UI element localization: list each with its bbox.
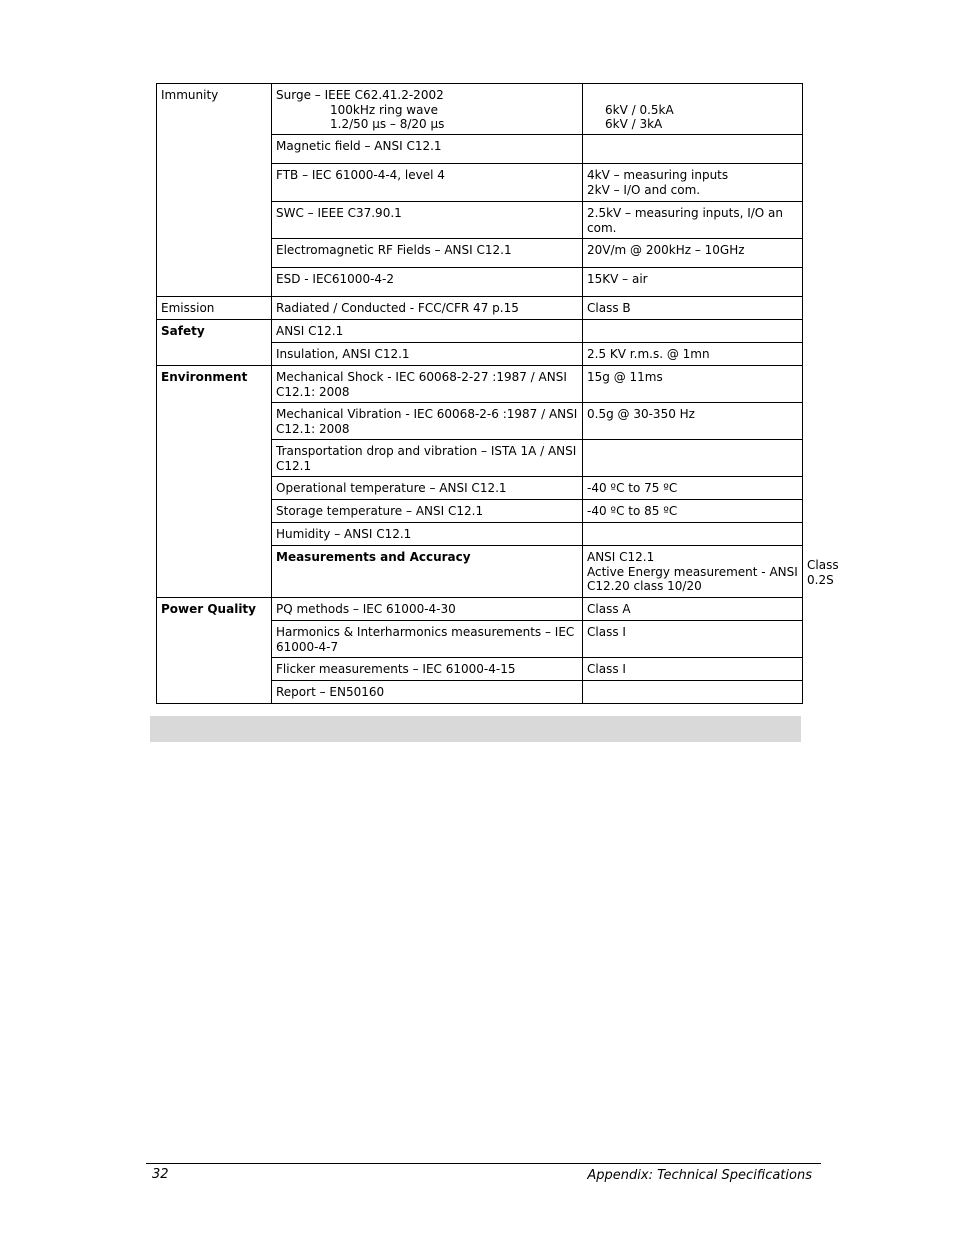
value-cell xyxy=(583,366,803,403)
value-line xyxy=(587,527,798,542)
test-line: Magnetic field – ANSI C12.1 xyxy=(276,139,442,153)
value-line: 6kV / 3kA xyxy=(605,117,663,131)
gray-section-bar xyxy=(150,716,801,742)
value-cell xyxy=(583,523,803,546)
test-cell xyxy=(583,546,803,598)
test-line: Report – EN50160 xyxy=(276,685,385,699)
test-line: SWC – IEEE C37.90.1 xyxy=(276,206,402,220)
value-line: 2.5kV – measuring inputs, I/O an com. xyxy=(587,206,784,235)
value-line: 20V/m @ 200kHz – 10GHz xyxy=(587,243,745,257)
category-cell: Power Quality xyxy=(157,598,272,704)
table-row xyxy=(157,297,803,320)
value-line: 2.5 KV r.m.s. @ 1mn xyxy=(587,347,710,361)
value-line: Class B xyxy=(587,301,631,315)
value-cell xyxy=(583,500,803,523)
test-cell xyxy=(272,343,583,366)
value-cell xyxy=(583,621,803,658)
test-cell xyxy=(272,239,583,268)
test-line: Operational temperature – ANSI C12.1 xyxy=(276,481,507,495)
test-cell xyxy=(272,84,583,135)
category-cell: Measurements and Accuracy xyxy=(272,546,583,598)
test-line: 100kHz ring wave xyxy=(330,102,438,117)
value-cell xyxy=(583,440,803,477)
value-line: 6kV / 0.5kA xyxy=(605,102,674,117)
value-line: -40 ºC to 75 ºC xyxy=(587,481,678,495)
spec-table-body xyxy=(157,84,839,704)
test-cell xyxy=(272,135,583,164)
value-line: 0.5g @ 30-350 Hz xyxy=(587,407,695,421)
test-cell xyxy=(272,440,583,477)
test-line: Harmonics & Interharmonics measurements – IEC 61000-4-7 xyxy=(276,625,575,654)
test-cell xyxy=(272,164,583,202)
test-line: FTB – IEC 61000-4-4, level 4 xyxy=(276,168,445,182)
test-cell xyxy=(272,366,583,403)
value-line: Class I xyxy=(587,662,626,676)
test-cell xyxy=(272,202,583,239)
value-line: -40 ºC to 85 ºC xyxy=(587,504,678,518)
value-cell xyxy=(583,403,803,440)
test-line: Mechanical Shock - IEC 60068-2-27 :1987 / ANSI C12.1: 2008 xyxy=(276,370,567,399)
value-line xyxy=(587,685,798,700)
table-row xyxy=(157,366,803,403)
test-line: Insulation, ANSI C12.1 xyxy=(276,347,410,361)
test-line: Mechanical Vibration - IEC 60068-2-6 :1987 / ANSI C12.1: 2008 xyxy=(276,407,578,436)
value-line: 4kV – measuring inputs xyxy=(587,168,729,182)
value-line xyxy=(587,139,798,154)
value-cell xyxy=(583,658,803,681)
value-line: Class I xyxy=(587,625,626,639)
test-line: Electromagnetic RF Fields – ANSI C12.1 xyxy=(276,243,512,257)
page-number: 32 xyxy=(152,1167,169,1182)
test-cell xyxy=(272,500,583,523)
test-line: ESD - IEC61000-4-2 xyxy=(276,272,395,286)
test-cell xyxy=(272,598,583,621)
value-cell xyxy=(583,164,803,202)
test-cell xyxy=(272,621,583,658)
value-line: 2kV – I/O and com. xyxy=(587,182,701,197)
test-line: Active Energy measurement - ANSI C12.20 class 10/20 xyxy=(587,564,798,593)
test-line: Radiated / Conducted - FCC/CFR 47 p.15 xyxy=(276,301,519,315)
table-row xyxy=(157,84,803,135)
technical-specifications-table xyxy=(156,83,839,704)
table-row xyxy=(157,320,803,343)
value-cell xyxy=(583,343,803,366)
value-cell xyxy=(583,268,803,297)
test-line: Humidity – ANSI C12.1 xyxy=(276,527,412,541)
test-cell xyxy=(272,403,583,440)
value-line: 15g @ 11ms xyxy=(587,370,663,384)
test-line: ANSI C12.1 xyxy=(587,550,655,564)
value-line xyxy=(587,324,798,339)
test-line: PQ methods – IEC 61000-4-30 xyxy=(276,602,456,616)
value-line xyxy=(587,88,798,103)
footer-rule xyxy=(146,1163,821,1164)
test-line: Transportation drop and vibration – ISTA 1A / ANSI C12.1 xyxy=(276,444,577,473)
value-cell xyxy=(583,239,803,268)
value-cell xyxy=(583,297,803,320)
category-cell: Immunity xyxy=(157,84,272,297)
value-cell xyxy=(583,477,803,500)
test-line: ANSI C12.1 xyxy=(276,324,344,338)
test-cell xyxy=(272,477,583,500)
table-row xyxy=(157,598,803,621)
test-cell xyxy=(272,320,583,343)
table-row: Measurements and Accuracy ANSI C12.1 Active Energy measurement - ANSI C12.20 class 10/20 Class 0.2S xyxy=(157,546,803,598)
test-line: Flicker measurements – IEC 61000-4-15 xyxy=(276,662,516,676)
test-cell xyxy=(272,658,583,681)
value-cell xyxy=(583,135,803,164)
category-cell: Environment xyxy=(157,366,272,598)
test-cell xyxy=(272,523,583,546)
footer-title: Appendix: Technical Specifications xyxy=(587,1168,812,1183)
test-line: 1.2/50 µs – 8/20 µs xyxy=(330,117,445,131)
value-cell xyxy=(583,320,803,343)
test-line: Surge – IEEE C62.41.2-2002 xyxy=(276,88,444,102)
test-line: Storage temperature – ANSI C12.1 xyxy=(276,504,484,518)
value-cell xyxy=(583,598,803,621)
category-cell: Safety xyxy=(157,320,272,366)
test-cell xyxy=(272,681,583,704)
value-cell xyxy=(583,202,803,239)
value-line: Class A xyxy=(587,602,631,616)
value-line: 15KV – air xyxy=(587,272,648,286)
value-line xyxy=(587,444,798,459)
test-cell xyxy=(272,268,583,297)
test-cell xyxy=(272,297,583,320)
category-cell: Emission xyxy=(157,297,272,320)
value-cell xyxy=(583,84,803,135)
value-cell xyxy=(583,681,803,704)
